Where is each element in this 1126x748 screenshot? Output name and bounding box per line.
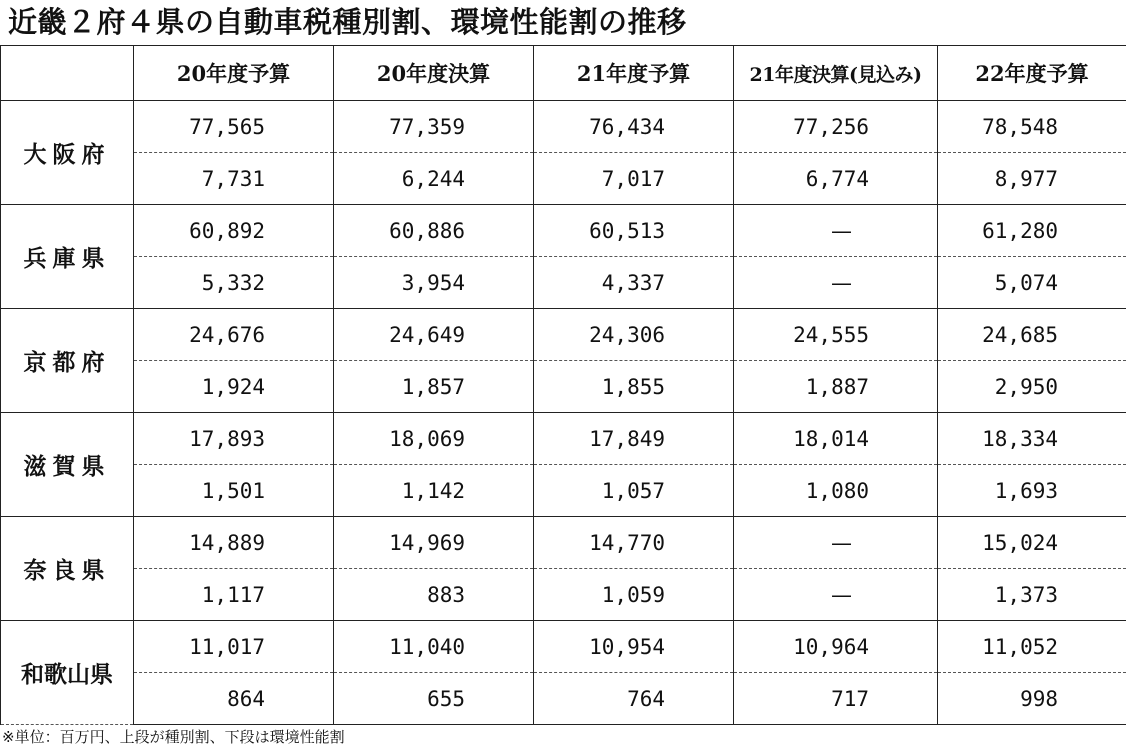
value-cell-type-tax: 14,969 [334, 517, 534, 569]
value-cell-type-tax: 78,548 [938, 101, 1126, 153]
table-body [1, 101, 1126, 725]
value-cell-env-tax: — [734, 569, 938, 621]
value-cell-env-tax: 3,954 [334, 257, 534, 309]
prefecture-name: 大阪府 [1, 101, 134, 205]
table-row [1, 153, 1126, 205]
value-cell-env-tax: 1,501 [134, 465, 334, 517]
value-cell-type-tax: 60,892 [134, 205, 334, 257]
value-cell-env-tax: 7,017 [534, 153, 734, 205]
value-cell-type-tax: — [734, 205, 938, 257]
value-cell-env-tax: 1,057 [534, 465, 734, 517]
table-row [1, 309, 1126, 361]
value-cell-env-tax: 764 [534, 673, 734, 725]
value-cell-env-tax: — [734, 257, 938, 309]
table-row [1, 413, 1126, 465]
value-cell-type-tax: 77,565 [134, 101, 334, 153]
value-cell-type-tax: 11,040 [334, 621, 534, 673]
table-row [1, 465, 1126, 517]
value-cell-type-tax: 24,676 [134, 309, 334, 361]
value-cell-type-tax: 18,069 [334, 413, 534, 465]
value-cell-env-tax: 8,977 [938, 153, 1126, 205]
column-header: 20年度予算 [134, 46, 334, 101]
table-row [1, 517, 1126, 569]
tax-table [0, 45, 1126, 725]
prefecture-name: 京都府 [1, 309, 134, 413]
page-title: 近畿２府４県の自動車税種別割、環境性能割の推移 [8, 5, 687, 39]
value-cell-type-tax: 17,849 [534, 413, 734, 465]
header-row [1, 46, 1126, 101]
value-cell-type-tax: 10,954 [534, 621, 734, 673]
value-cell-env-tax: 2,950 [938, 361, 1126, 413]
value-cell-type-tax: 24,649 [334, 309, 534, 361]
column-header: 22年度予算 [938, 46, 1126, 101]
value-cell-env-tax: 1,080 [734, 465, 938, 517]
table-row [1, 101, 1126, 153]
column-header: 21年度決算(見込み) [734, 46, 938, 101]
value-cell-env-tax: 4,337 [534, 257, 734, 309]
footnote: ※単位：百万円、上段が種別割、下段は環境性能割 [2, 728, 345, 746]
value-cell-type-tax: 61,280 [938, 205, 1126, 257]
table-row [1, 673, 1126, 725]
value-cell-type-tax: — [734, 517, 938, 569]
value-cell-type-tax: 24,685 [938, 309, 1126, 361]
table-row [1, 569, 1126, 621]
table-row [1, 205, 1126, 257]
value-cell-env-tax: 6,244 [334, 153, 534, 205]
value-cell-env-tax: 1,373 [938, 569, 1126, 621]
value-cell-type-tax: 76,434 [534, 101, 734, 153]
value-cell-env-tax: 1,693 [938, 465, 1126, 517]
value-cell-env-tax: 717 [734, 673, 938, 725]
value-cell-env-tax: 6,774 [734, 153, 938, 205]
value-cell-type-tax: 77,359 [334, 101, 534, 153]
value-cell-type-tax: 24,555 [734, 309, 938, 361]
value-cell-type-tax: 17,893 [134, 413, 334, 465]
prefecture-name: 奈良県 [1, 517, 134, 621]
prefecture-name: 和歌山県 [1, 621, 134, 725]
prefecture-name: 兵庫県 [1, 205, 134, 309]
table-row [1, 361, 1126, 413]
value-cell-env-tax: 1,855 [534, 361, 734, 413]
value-cell-type-tax: 10,964 [734, 621, 938, 673]
value-cell-type-tax: 24,306 [534, 309, 734, 361]
value-cell-env-tax: 864 [134, 673, 334, 725]
value-cell-env-tax: 5,332 [134, 257, 334, 309]
value-cell-env-tax: 1,857 [334, 361, 534, 413]
value-cell-type-tax: 11,052 [938, 621, 1126, 673]
value-cell-type-tax: 11,017 [134, 621, 334, 673]
value-cell-env-tax: 5,074 [938, 257, 1126, 309]
value-cell-env-tax: 1,059 [534, 569, 734, 621]
value-cell-type-tax: 77,256 [734, 101, 938, 153]
value-cell-env-tax: 1,887 [734, 361, 938, 413]
value-cell-type-tax: 60,886 [334, 205, 534, 257]
value-cell-env-tax: 7,731 [134, 153, 334, 205]
value-cell-type-tax: 15,024 [938, 517, 1126, 569]
column-header: 20年度決算 [334, 46, 534, 101]
value-cell-type-tax: 18,334 [938, 413, 1126, 465]
table-row [1, 621, 1126, 673]
value-cell-env-tax: 655 [334, 673, 534, 725]
value-cell-env-tax: 998 [938, 673, 1126, 725]
header-corner [1, 46, 134, 101]
value-cell-env-tax: 1,142 [334, 465, 534, 517]
value-cell-env-tax: 1,924 [134, 361, 334, 413]
prefecture-name: 滋賀県 [1, 413, 134, 517]
value-cell-type-tax: 14,889 [134, 517, 334, 569]
value-cell-type-tax: 18,014 [734, 413, 938, 465]
column-header: 21年度予算 [534, 46, 734, 101]
value-cell-env-tax: 883 [334, 569, 534, 621]
value-cell-env-tax: 1,117 [134, 569, 334, 621]
value-cell-type-tax: 60,513 [534, 205, 734, 257]
value-cell-type-tax: 14,770 [534, 517, 734, 569]
table-row [1, 257, 1126, 309]
